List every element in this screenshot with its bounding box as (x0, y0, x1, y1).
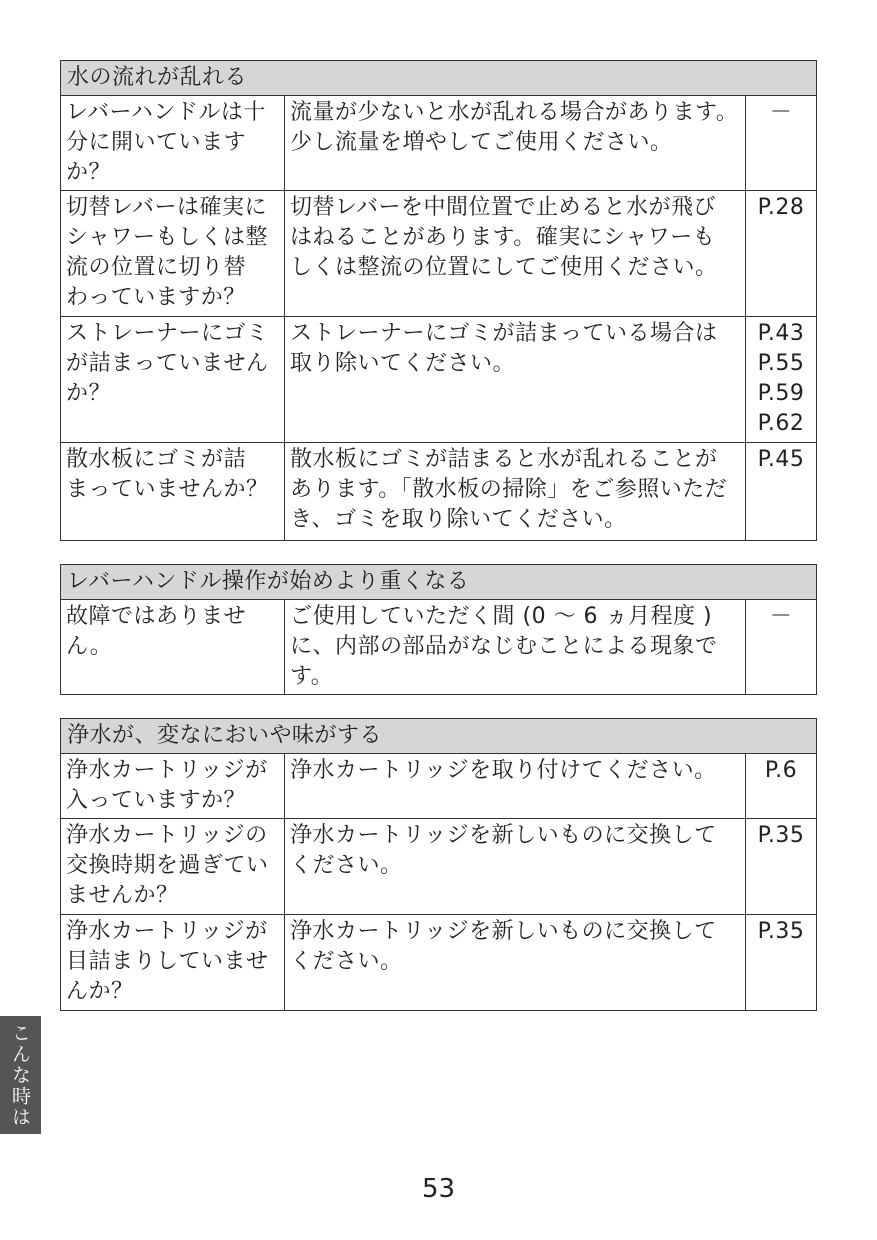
check-cell: 浄水カートリッジが 目詰まりしていませ んか？ (61, 915, 285, 1011)
check-cell: 散水板にゴミが詰 まっていませんか？ (61, 443, 285, 541)
reference-cell: － (746, 96, 817, 191)
check-cell: レバーハンドルは十 分に開いています か？ (61, 96, 285, 191)
remedy-cell: 切替レバーを中間位置で止めると水が飛び はねることがあります。確実にシャワーも しくは整流の位置にしてご使用ください。 (285, 191, 746, 317)
remedy-cell: 流量が少ないと水が乱れる場合があります。 少し流量を増やしてご使用ください。 (285, 96, 746, 191)
reference-cell: P.6 (746, 754, 817, 819)
remedy-cell: 浄水カートリッジを新しいものに交換して ください。 (285, 915, 746, 1011)
reference-cell: P.43 P.55 P.59 P.62 (746, 317, 817, 443)
reference-cell: P.35 (746, 915, 817, 1011)
trouble-table-water-flow (60, 60, 817, 541)
section-header: 水の流れが乱れる (61, 61, 817, 96)
remedy-cell: ご使用していただく間 (0 ～ 6 ヵ月程度 ) に、内部の部品がなじむことによる現象で す。 (285, 600, 746, 695)
check-cell: 故障ではありませ ん。 (61, 600, 285, 695)
reference-cell: P.28 (746, 191, 817, 317)
remedy-cell: 浄水カートリッジを新しいものに交換して ください。 (285, 819, 746, 915)
side-tab: こんな時は (0, 1016, 41, 1134)
check-cell: 浄水カートリッジが 入っていますか？ (61, 754, 285, 819)
trouble-table-lever-heavy (60, 564, 817, 695)
remedy-cell: 浄水カートリッジを取り付けてください。 (285, 754, 746, 819)
remedy-cell: ストレーナーにゴミが詰まっている場合は 取り除いてください。 (285, 317, 746, 443)
check-cell: ストレーナーにゴミ が詰まっていません か？ (61, 317, 285, 443)
section-header: 浄水が、変なにおいや味がする (61, 719, 817, 754)
trouble-table-purified-water (60, 718, 817, 1011)
reference-cell: P.35 (746, 819, 817, 915)
reference-cell: － (746, 600, 817, 695)
check-cell: 浄水カートリッジの 交換時期を過ぎてい ませんか？ (61, 819, 285, 915)
reference-cell: P.45 (746, 443, 817, 541)
section-header: レバーハンドル操作が始めより重くなる (61, 565, 817, 600)
check-cell: 切替レバーは確実に シャワーもしくは整 流の位置に切り替 わっていますか？ (61, 191, 285, 317)
page-number: 53 (421, 1174, 456, 1204)
remedy-cell: 散水板にゴミが詰まると水が乱れることが あります。「散水板の掃除」をご参照いただ き、ゴミを取り除いてください。 (285, 443, 746, 541)
